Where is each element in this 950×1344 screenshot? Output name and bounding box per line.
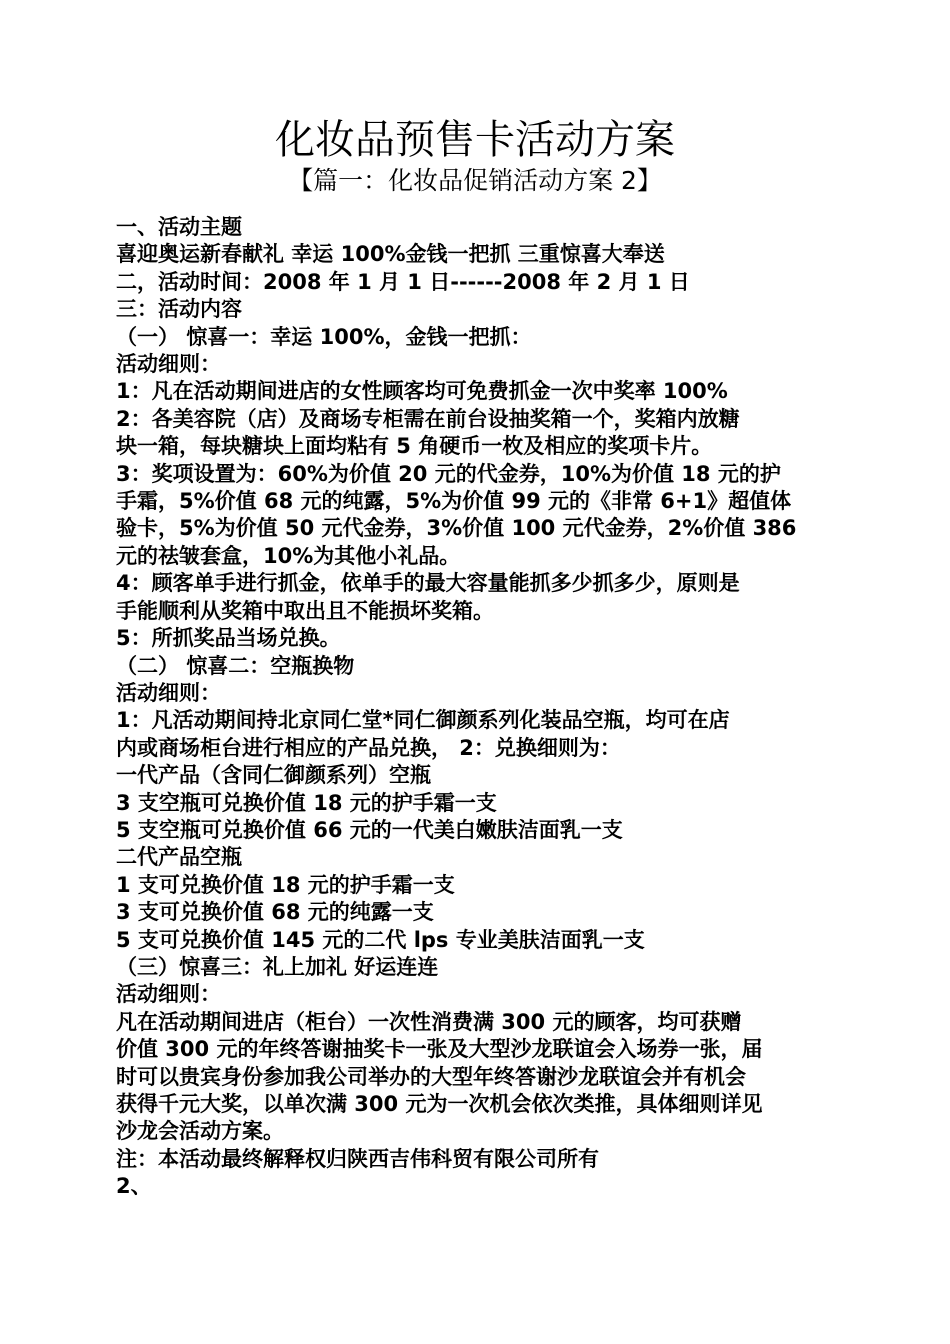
surprise-two-heading: （二） 惊喜二：空瓶换物 [116,653,355,678]
section-heading-content: 三：活动内容 [116,297,242,322]
paragraph-line: 凡在活动期间进店（柜台）一次性消费满 300 元的顾客，均可获赠 [116,1009,742,1034]
document-title: 化妆品预售卡活动方案 [275,117,675,163]
paragraph-line: 获得千元大奖，以单次满 300 元为一次机会依次类推，具体细则详见 [116,1092,763,1116]
paragraph-line: 4：顾客单手进行抓金，依单手的最大容量能抓多少抓多少，原则是 [116,571,740,596]
paragraph-line: 时可以贵宾身份参加我公司举办的大型年终答谢沙龙联谊会并有机会 [116,1064,746,1089]
paragraph-line: 1 支可兑换价值 18 元的护手霜一支 [116,872,455,897]
paragraph-line: 5：所抓奖品当场兑换。 [116,626,341,651]
surprise-three-heading: （三）惊喜三：礼上加礼 好运连连 [116,954,439,979]
paragraph-line: 3：奖项设置为：60%为价值 20 元的代金券，10%为价值 18 元的护 [116,461,781,486]
paragraph-line: 3 支空瓶可兑换价值 18 元的护手霜一支 [116,790,497,815]
paragraph-line: 1：凡活动期间持北京同仁堂*同仁御颜系列化装品空瓶，均可在店 [116,708,730,733]
paragraph-line: 手霜，5%价值 68 元的纯露，5%为价值 99 元的《非常 6+1》超值体 [116,489,792,514]
paragraph-line: 1：凡在活动期间进店的女性顾客均可免费抓金一次中奖率 100% [116,379,728,404]
paragraph-line: 二代产品空瓶 [116,845,242,870]
theme-text: 喜迎奥运新春献礼 幸运 100%金钱一把抓 三重惊喜大奉送 [116,242,665,267]
paragraph-line: 验卡，5%为价值 50 元代金券，3%价值 100 元代金券，2%价值 386 [116,516,797,541]
paragraph-line: 块一箱，每块糖块上面均粘有 5 角硬币一枚及相应的奖项卡片。 [116,434,713,459]
rules-heading: 活动细则： [116,352,221,377]
paragraph-line: 一代产品（含同仁御颜系列）空瓶 [116,763,431,788]
surprise-one-heading: （一） 惊喜一：幸运 100%，金钱一把抓： [116,324,532,349]
section-heading-time: 二，活动时间：2008 年 1 月 1 日------2008 年 2 月 1 日 [116,269,690,294]
rules-heading: 活动细则： [116,982,221,1007]
paragraph-line: 5 支可兑换价值 145 元的二代 lps 专业美肤洁面乳一支 [116,927,645,952]
section-number: 2、 [116,1174,152,1199]
paragraph-line: 手能顺利从奖箱中取出且不能损坏奖箱。 [116,598,494,623]
paragraph-line: 内或商场柜台进行相应的产品兑换， 2：兑换细则为： [116,735,621,760]
paragraph-line: 5 支空瓶可兑换价值 66 元的一代美白嫩肤洁面乳一支 [116,817,623,842]
paragraph-line: 沙龙会活动方案。 [116,1119,284,1144]
document-body [116,214,838,1201]
paragraph-line: 2：各美容院（店）及商场专柜需在前台设抽奖箱一个，奖箱内放糖 [116,406,740,431]
rules-heading: 活动细则： [116,680,221,705]
paragraph-line: 3 支可兑换价值 68 元的纯露一支 [116,900,434,925]
note-line: 注：本活动最终解释权归陕西吉伟科贸有限公司所有 [116,1146,599,1171]
paragraph-line: 价值 300 元的年终答谢抽奖卡一张及大型沙龙联谊会入场券一张，届 [116,1037,763,1062]
document-subtitle: 【篇一：化妆品促销活动方案 2】 [288,166,662,195]
paragraph-line: 元的祛皱套盒，10%为其他小礼品。 [116,543,461,568]
section-heading-theme: 一、活动主题 [116,215,242,239]
